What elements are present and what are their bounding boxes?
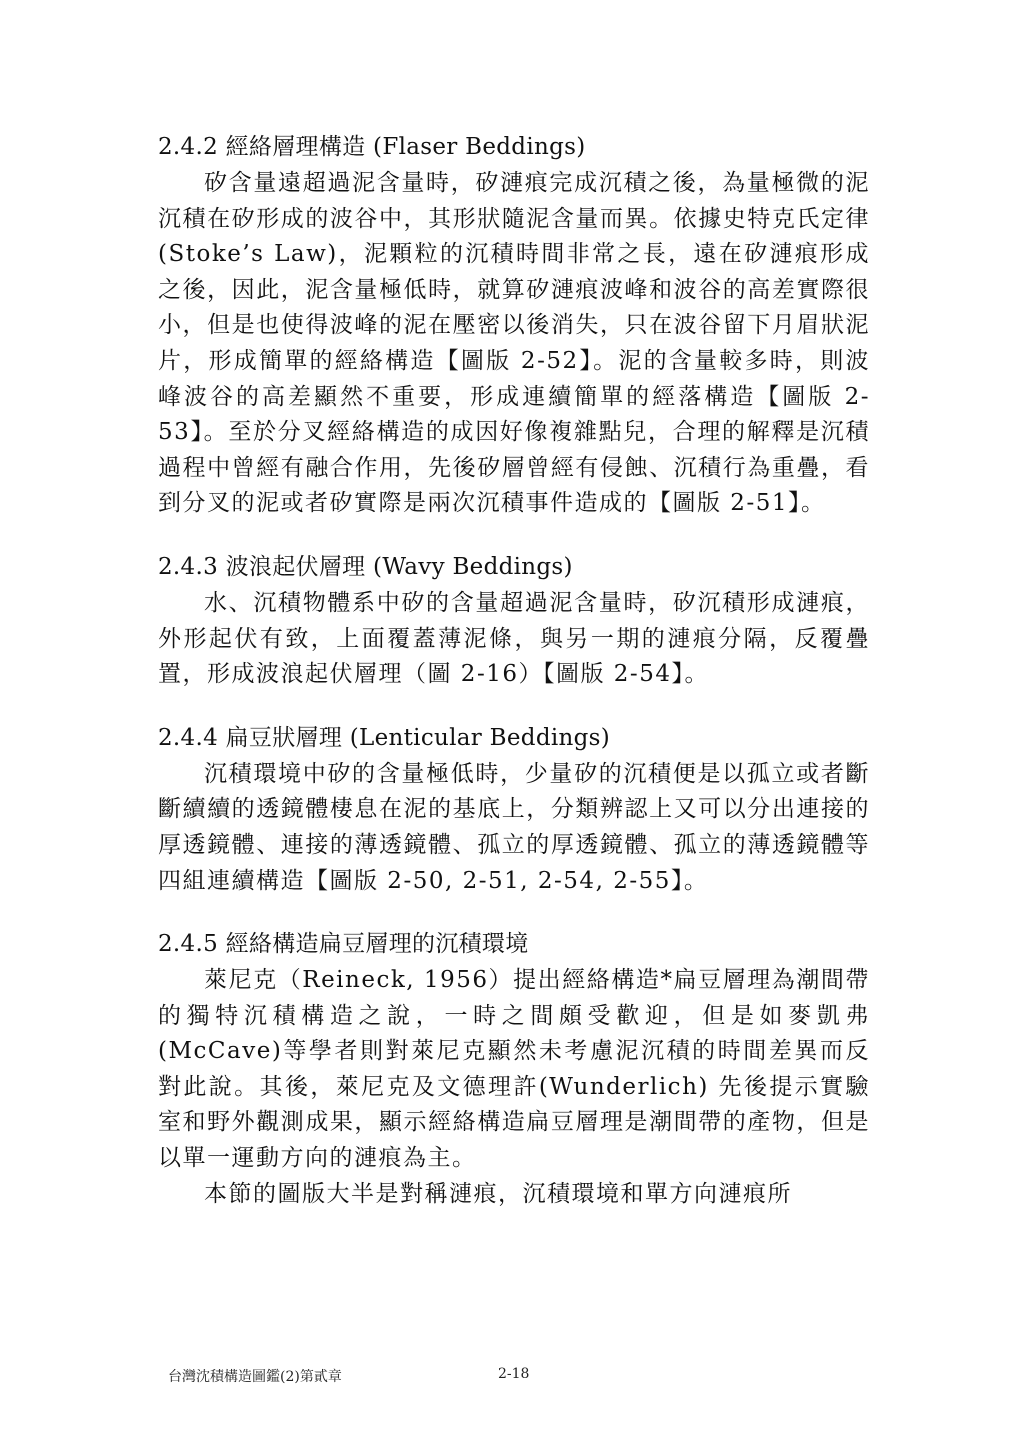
section-heading: 2.4.3 波浪起伏層理 (Wavy Beddings) (158, 553, 573, 580)
section-2-4-5 (158, 925, 870, 1212)
section-heading: 2.4.5 經絡構造扁豆層理的沉積環境 (158, 931, 529, 958)
section-heading: 2.4.2 經絡層理構造 (Flaser Beddings) (158, 134, 586, 160)
section-heading: 2.4.4 扁豆狀層理 (Lenticular Beddings) (158, 724, 611, 751)
body-paragraph: 本節的圖版大半是對稱漣痕，沉積環境和單方向漣痕所 (204, 1180, 792, 1207)
body-paragraph: 水、沉積物體系中矽的含量超過泥含量時，矽沉積形成漣痕，外形起伏有致，上面覆蓋薄泥條，與另一期的漣痕分隔，反覆疊置，形成波浪起伏層理（圖 2-16）【圖版 2-54】。 (158, 589, 870, 688)
body-paragraph: 沉積環境中矽的含量極低時，少量矽的沉積便是以孤立或者斷斷續續的透鏡體棲息在泥的基底上，分類辨認上又可以分出連接的厚透鏡體、連接的薄透鏡體、孤立的厚透鏡體、孤立的薄透鏡體等四組連續構造【圖版 2-50, 2-51, 2-54, 2-55】。 (158, 760, 870, 894)
body-paragraph: 矽含量遠超過泥含量時，矽漣痕完成沉積之後，為量極微的泥沉積在矽形成的波谷中，其形狀隨泥含量而異。依據史特克氏定律(Stoke’s Law)，泥顆粒的沉積時間非常之長，遠在矽漣痕形成之後，因此，泥含量極低時，就算矽漣痕波峰和波谷的高差實際很小，但是也使得波峰的泥在壓密以後消失，只在波谷留下月眉狀泥片，形成簡單的經絡構造【圖版 2-52】。泥的含量較多時，則波峰波谷的高差顯然不重要，形成連續簡單的經落構造【圖版 2-53】。至於分叉經絡構造的成因好像複雜點兒，合理的解釋是沉積過程中曾經有融合作用，先後矽層曾經有侵蝕、沉積行為重疊，看到分叉的泥或者矽實際是兩次沉積事件造成的【圖版 2-51】。 (158, 170, 870, 517)
body-paragraph: 萊尼克（Reineck, 1956）提出經絡構造*扁豆層理為潮間帶的獨特沉積構造之說，一時之間頗受歡迎，但是如麥凱弗(McCave)等學者則對萊尼克顯然未考慮泥沉積的時間差異而反對此說。其後，萊尼克及文德理許(Wunderlich) 先後提示實驗室和野外觀測成果，顯示經絡構造扁豆層理是潮間帶的產物，但是以單一運動方向的漣痕為主。 (158, 967, 870, 1172)
section-2-4-4 (158, 719, 870, 899)
section-2-4-2 (158, 128, 870, 522)
footer-page-number: 2-18 (498, 1366, 530, 1382)
section-2-4-3 (158, 548, 870, 693)
page-body (158, 128, 870, 1212)
footer-book-title: 台灣沈積構造圖鑑(2)第貳章 (168, 1369, 342, 1385)
